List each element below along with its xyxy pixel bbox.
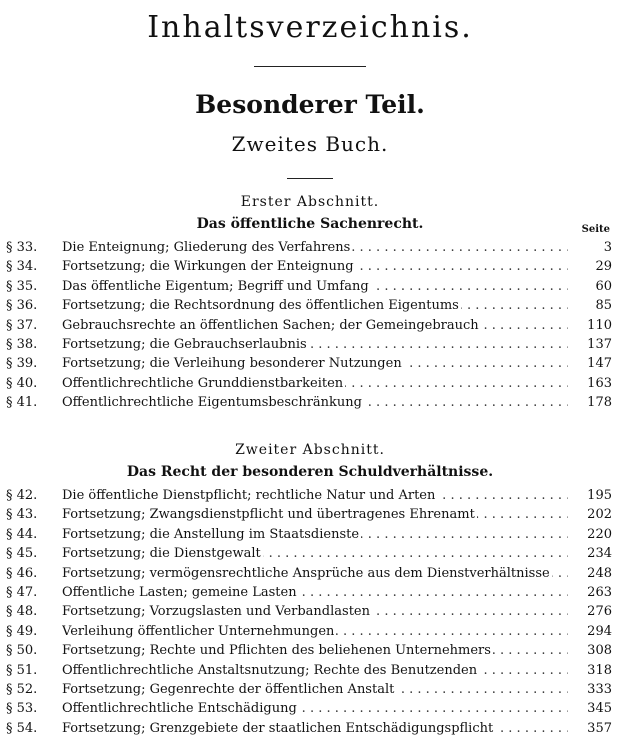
toc-entry-text: Fortsetzung; Zwangsdienstpflicht und übertragenes Ehrenamt [62,507,475,523]
toc-entry-text: Fortsetzung; Rechte und Pflichten des beliehenen Unternehmers [62,643,491,659]
toc-entry-text: Fortsetzung; die Dienstgewalt [62,546,261,562]
toc-entry-section: § 34. [6,259,38,275]
toc-entry-page: 202 [587,507,612,523]
toc-entry-section: § 37. [6,317,38,333]
toc-entry-text-wrap [62,682,568,697]
part-title: Besonderer Teil. [195,90,425,119]
toc-entry-section: § 35. [6,278,38,294]
toc-entry [0,624,620,643]
toc-entry [0,259,620,278]
toc-entry-page: 3 [603,240,612,255]
toc-entry-page: 110 [587,317,612,333]
toc-entry-text: Fortsetzung; die Gebrauchserlaubnis [62,336,307,352]
toc-entry-text-wrap [62,663,568,678]
toc-entry-section: § 52. [6,681,38,697]
toc-entry-text: Öffentlichrechtliche Anstaltsnutzung; Rechte des Benutzenden [62,662,478,678]
toc-entry-section: § 54. [6,720,38,736]
toc-entry-section: § 33. [6,240,38,255]
toc-entry-text: Fortsetzung; die Wirkungen der Enteignung [62,259,354,275]
toc-entry-text-wrap [62,507,568,522]
toc-entry-text: Verleihung öffentlicher Unternehmungen [62,623,335,639]
toc-entry-page: 294 [587,623,612,639]
toc-entry-text-wrap [62,604,568,619]
toc-entry [0,395,620,414]
toc-entry [0,376,620,395]
toc-entry [0,240,620,259]
toc-entry-page: 276 [587,604,612,620]
toc-entry-text: Fortsetzung; die Verleihung besonderer Nutzungen [62,356,402,372]
toc-entry [0,298,620,317]
toc-entry-text: Das öffentliche Eigentum; Begriff und Umfang [62,278,369,294]
toc-entry-text-wrap [62,259,568,274]
toc-entry-section: § 48. [6,604,38,620]
toc-entry [0,507,620,526]
toc-entry-text: Gebrauchsrechte an öffentlichen Sachen; der Gemeingebrauch [62,317,479,333]
toc-entry-text: Fortsetzung; vermögensrechtliche Ansprüche aus dem Dienstverhältnisse [62,565,550,581]
toc-entry [0,488,620,507]
toc-entry-section: § 40. [6,375,38,391]
toc-entry-text-wrap [62,566,568,581]
toc-entry-text-wrap [62,318,568,333]
toc-entry-text: Fortsetzung; Grenzgebiete der staatlichen Entschädigungspflicht [62,720,494,736]
toc-entry-text-wrap [62,546,568,561]
toc-entry-section: § 46. [6,565,38,581]
toc-entry-page: 137 [587,336,612,352]
toc-entry-text-wrap [62,337,568,352]
page-title: Inhaltsverzeichnis. [147,10,473,45]
book-title: Zweites Buch. [231,132,389,156]
toc-entry-section: § 47. [6,584,38,600]
section-heading-2: Zweiter Abschnitt. [235,442,385,458]
toc-entry-page: 263 [587,584,612,600]
toc-entry-section: § 50. [6,643,38,659]
toc-entry-text-wrap [62,701,568,716]
toc-entry-text: Die öffentliche Dienstpflicht; rechtliche Natur und Arten [62,488,436,503]
toc-entry-page: 60 [595,278,612,294]
toc-entry-text-wrap [62,240,568,255]
toc-entry-text-wrap [62,395,568,410]
toc-entry [0,337,620,356]
toc-entry-text-wrap [62,585,568,600]
toc-entry-text-wrap [62,376,568,391]
toc-entry-text: Fortsetzung; Vorzugslasten und Verbandlasten [62,604,370,620]
toc-entry [0,356,620,375]
toc-entry-page: 163 [587,375,612,391]
toc-entry-section: § 51. [6,662,38,678]
toc-entry [0,585,620,604]
toc-entry-text: Die Enteignung; Gliederung des Verfahrens [62,240,351,255]
toc-entry-page: 234 [587,546,612,562]
toc-entry-text: Öffentliche Lasten; gemeine Lasten [62,584,297,600]
toc-entry-page: 178 [587,395,612,411]
toc-list-section-2 [0,488,620,740]
toc-entry [0,604,620,623]
toc-entry [0,663,620,682]
toc-entry-text-wrap [62,721,568,736]
toc-entry-section: § 41. [6,395,38,411]
toc-entry-text: Fortsetzung; die Anstellung im Staatsdienste [62,526,360,542]
toc-entry [0,701,620,720]
toc-entry-text: Öffentlichrechtliche Grunddienstbarkeiten [62,375,344,391]
toc-entry-page: 308 [587,643,612,659]
toc-entry [0,279,620,298]
toc-entry-page: 248 [587,565,612,581]
toc-entry-section: § 42. [6,488,38,503]
section-heading-1: Erster Abschnitt. [240,194,380,210]
toc-entry-section: § 36. [6,298,38,314]
title-divider [254,66,366,67]
page-column-label: Seite [581,224,610,235]
book-divider [287,178,333,179]
toc-entry-page: 220 [587,526,612,542]
toc-entry-section: § 44. [6,526,38,542]
toc-entry [0,527,620,546]
toc-entry-page: 195 [587,488,612,503]
toc-entry-page: 318 [587,662,612,678]
toc-entry [0,318,620,337]
toc-entry-page: 333 [587,681,612,697]
toc-entry-text: Fortsetzung; die Rechtsordnung des öffentlichen Eigentums [62,298,459,314]
toc-entry-text: Öffentlichrechtliche Eigentumsbeschränkung [62,395,362,411]
toc-entry-page: 357 [587,720,612,736]
toc-entry [0,721,620,740]
toc-entry-text-wrap [62,527,568,542]
toc-entry-section: § 49. [6,623,38,639]
toc-entry-text-wrap [62,643,568,658]
section-subheading-2: Das Recht der besonderen Schuldverhältnisse. [126,464,494,480]
toc-entry-section: § 39. [6,356,38,372]
toc-entry-text-wrap [62,488,568,503]
toc-entry [0,643,620,662]
toc-entry [0,682,620,701]
toc-list-section-1 [0,240,620,415]
toc-entry-page: 85 [595,298,612,314]
toc-entry-text-wrap [62,279,568,294]
toc-entry-text-wrap [62,624,568,639]
toc-entry-page: 29 [595,259,612,275]
toc-entry-page: 345 [587,701,612,717]
toc-entry-section: § 45. [6,546,38,562]
toc-entry-section: § 53. [6,701,38,717]
toc-entry-section: § 38. [6,336,38,352]
toc-entry-page: 147 [587,356,612,372]
toc-entry-text: Fortsetzung; Gegenrechte der öffentlichen Anstalt [62,681,395,697]
toc-entry [0,566,620,585]
toc-entry [0,546,620,565]
toc-entry-text: Öffentlichrechtliche Entschädigung [62,701,297,717]
section-subheading-1: Das öffentliche Sachenrecht. [196,216,424,232]
toc-entry-section: § 43. [6,507,38,523]
toc-entry-text-wrap [62,356,568,371]
toc-entry-text-wrap [62,298,568,313]
